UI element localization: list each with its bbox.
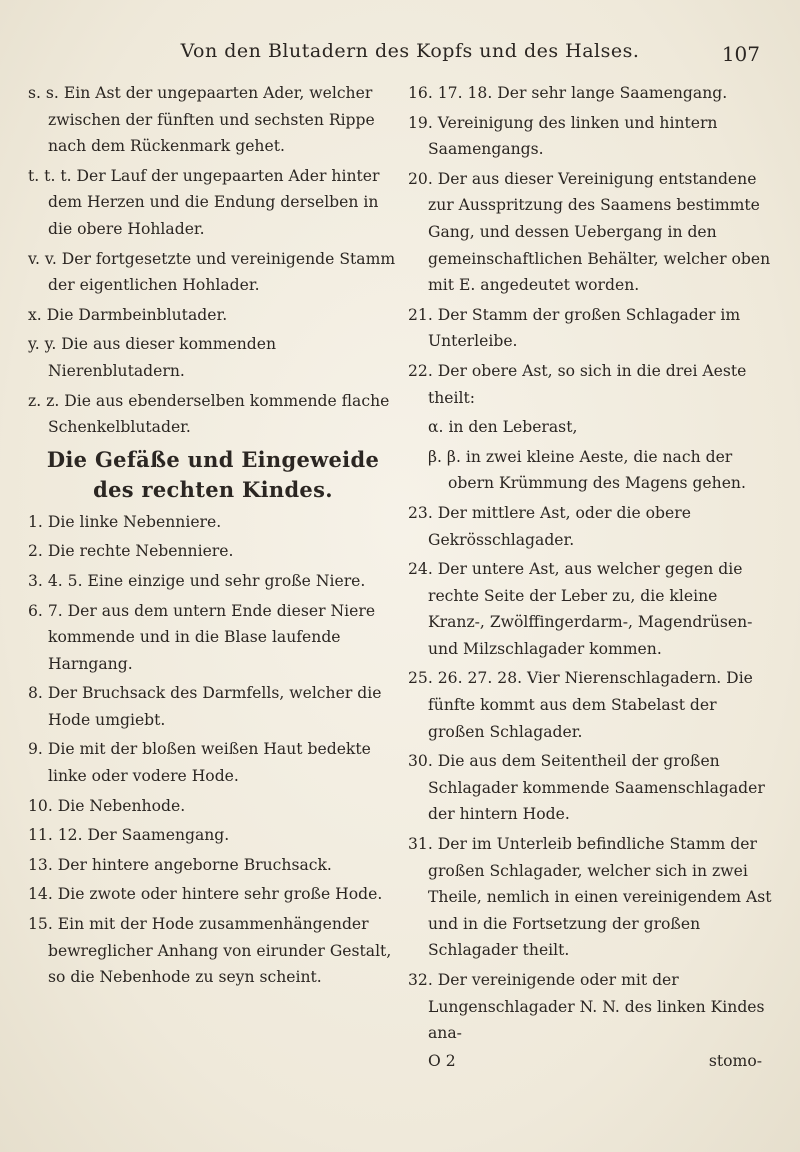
legend-sub-entry: α. in den Leberast, — [428, 418, 578, 437]
legend-entry: 31. Der im Unterleib befindliche Stamm der großen Schlagader, welcher sich in zwei Theile, nemlich in einen vereinigendem Ast und in die Fortsetzung der großen Schlagader theilt. — [408, 835, 777, 960]
legend-entry: 11. 12. Der Saamengang. — [28, 826, 230, 845]
legend-entry: t. t. t. Der Lauf der ungepaarten Ader hinter dem Herzen und die Endung derselben in die obere Hohlader. — [28, 166, 385, 238]
legend-entry: v. v. Der fortgesetzte und vereinigende Stamm der eigentlichen Hohlader. — [28, 249, 401, 295]
left-column — [28, 80, 401, 994]
legend-entry: 23. Der mittlere Ast, oder die obere Gekrösschlagader. — [408, 503, 696, 549]
legend-entry: 9. Die mit der bloßen weißen Haut bedekte linke oder vodere Hode. — [28, 740, 376, 786]
legend-entry: s. s. Ein Ast der ungepaarten Ader, welcher zwischen der fünften und sechsten Rippe nach dem Rückenmark gehet. — [28, 84, 380, 156]
legend-entry: 32. Der vereinigende oder mit der Lungenschlagader N. N. des linken Kindes ana- — [408, 971, 770, 1043]
signature-mark: O 2 — [428, 1051, 456, 1070]
legend-entry: x. Die Darmbeinblutader. — [28, 305, 228, 324]
legend-entry: 6. 7. Der aus dem untern Ende dieser Niere kommende und in die Blase laufende Harngang. — [28, 601, 381, 673]
right-column — [408, 80, 778, 1074]
legend-entry: 19. Vereinigung des linken und hintern Saamengangs. — [408, 113, 723, 159]
page-number: 107 — [721, 42, 760, 66]
legend-entry: 1. Die linke Nebenniere. — [28, 512, 222, 531]
legend-entry: y. y. Die aus dieser kommenden Nierenblutadern. — [28, 335, 282, 380]
legend-entry: 20. Der aus dieser Vereinigung entstandene zur Ausspritzung des Saamens bestimmte Gang, und dessen Uebergang in den gemeinschaftlichen Behälter, welcher oben mit E. angedeutet worden. — [408, 169, 776, 295]
catchword: stomo- — [708, 1051, 762, 1070]
legend-entry: 2. Die rechte Nebenniere. — [28, 542, 234, 561]
legend-entry: z. z. Die aus ebenderselben kommende flache Schenkelblutader. — [28, 391, 395, 437]
legend-entry: 13. Der hintere angeborne Bruchsack. — [28, 855, 332, 874]
legend-entry: 24. Der untere Ast, aus welcher gegen die rechte Seite der Leber zu, die kleine Kranz-, Zwölffingerdarm-, Magendrüsen- und Milzschlagader kommen. — [408, 560, 758, 658]
legend-entry: 16. 17. 18. Der sehr lange Saamengang. — [408, 84, 728, 102]
legend-entry: 30. Die aus dem Seitentheil der großen Schlagader kommende Saamenschlagader der hintern Hode. — [408, 752, 770, 824]
running-head: Von den Blutadern des Kopfs und des Halses. — [180, 40, 640, 62]
legend-entry: 3. 4. 5. Eine einzige und sehr große Niere. — [28, 571, 366, 590]
legend-entry: 10. Die Nebenhode. — [28, 796, 186, 815]
page-footer — [408, 1048, 778, 1075]
legend-entry: 22. Der obere Ast, so sich in die drei Aeste theilt: — [408, 361, 752, 407]
legend-sub-entry: β. β. in zwei kleine Aeste, die nach der obern Krümmung des Magens gehen. — [428, 447, 746, 493]
section-heading: Die Gefäße und Eingeweide des rechten Kindes. — [46, 446, 380, 502]
legend-entry: 21. Der Stamm der großen Schlagader im Unterleibe. — [408, 305, 746, 351]
legend-entry: 14. Die zwote oder hintere sehr große Hode. — [28, 885, 383, 904]
legend-entry: 15. Ein mit der Hode zusammenhängender bewreglicher Anhang von eirunder Gestalt, so die Nebenhode zu seyn scheint. — [28, 915, 397, 987]
legend-entry: 8. Der Bruchsack des Darmfells, welcher die Hode umgiebt. — [28, 684, 387, 729]
page-header — [60, 38, 760, 68]
legend-entry: 25. 26. 27. 28. Vier Nierenschlagadern. Die fünfte kommt aus dem Stabelast der großen Schlagader. — [408, 669, 758, 741]
